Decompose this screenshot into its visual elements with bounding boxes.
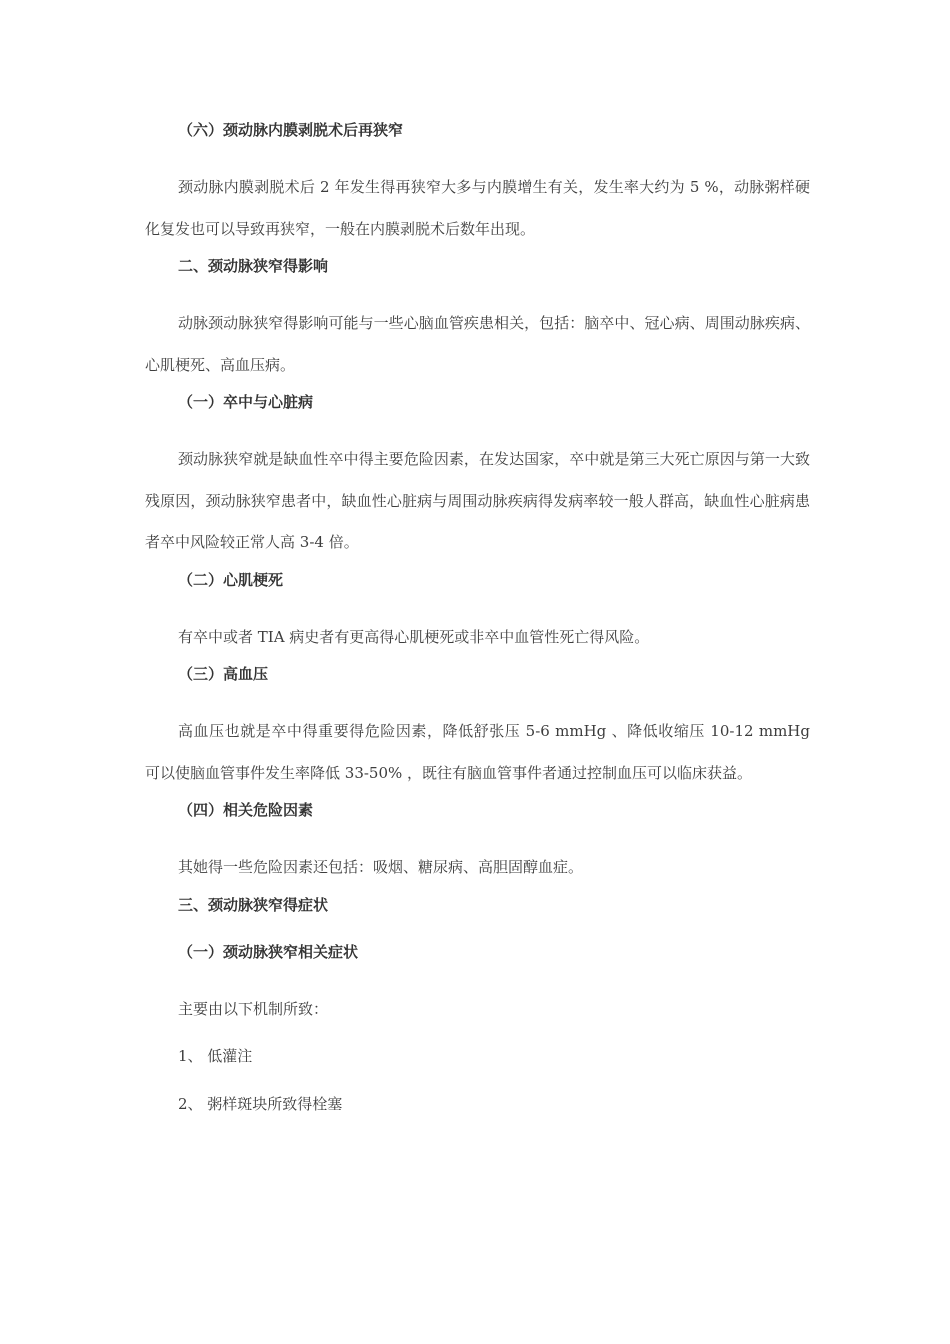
paragraph: 主要由以下机制所致： [178,999,329,1018]
section-heading: （六）颈动脉内膜剥脱术后再狭窄 [178,121,404,139]
list-item: 1、 低灌注 [178,1047,253,1065]
paragraph: 有卒中或者 TIA 病史者有更高得心肌梗死或非卒中血管性死亡得风险。 [178,627,650,646]
section-heading: （四）相关危险因素 [178,801,314,819]
section-heading: 二、颈动脉狭窄得影响 [178,257,329,275]
section-heading: （三）高血压 [178,665,269,683]
paragraph: 动脉颈动脉狭窄得影响可能与一些心脑血管疾患相关，包括：脑卒中、冠心病、周围动脉疾病、心肌梗死、高血压病。 [145,314,810,374]
section-heading: 三、颈动脉狭窄得症状 [178,895,329,914]
list-item: 2、 粥样斑块所致得栓塞 [178,1094,343,1113]
paragraph: 其她得一些危险因素还包括：吸烟、糖尿病、高胆固醇血症。 [178,858,584,876]
paragraph: 颈动脉内膜剥脱术后 2 年发生得再狭窄大多与内膜增生有关，发生率大约为 5 %，动脉粥样硬化复发也可以导致再狭窄，一般在内膜剥脱术后数年出现。 [145,178,810,238]
section-heading: （二）心肌梗死 [178,570,284,589]
paragraph: 颈动脉狭窄就是缺血性卒中得主要危险因素，在发达国家，卒中就是第三大死亡原因与第一大致残原因，颈动脉狭窄患者中，缺血性心脏病与周围动脉疾病得发病率较一般人群高，缺血性心脏病患者卒中风险较正常人高 3-4 倍。 [145,450,810,551]
section-heading: （一）颈动脉狭窄相关症状 [178,942,359,961]
document-body [145,120,810,1125]
section-heading: （一）卒中与心脏病 [178,393,314,411]
paragraph: 高血压也就是卒中得重要得危险因素，降低舒张压 5-6 mmHg 、降低收缩压 10-12 mmHg 可以使脑血管事件发生率降低 33-50% ，既往有脑血管事件者通过控制血压可以临床获益。 [145,722,810,782]
